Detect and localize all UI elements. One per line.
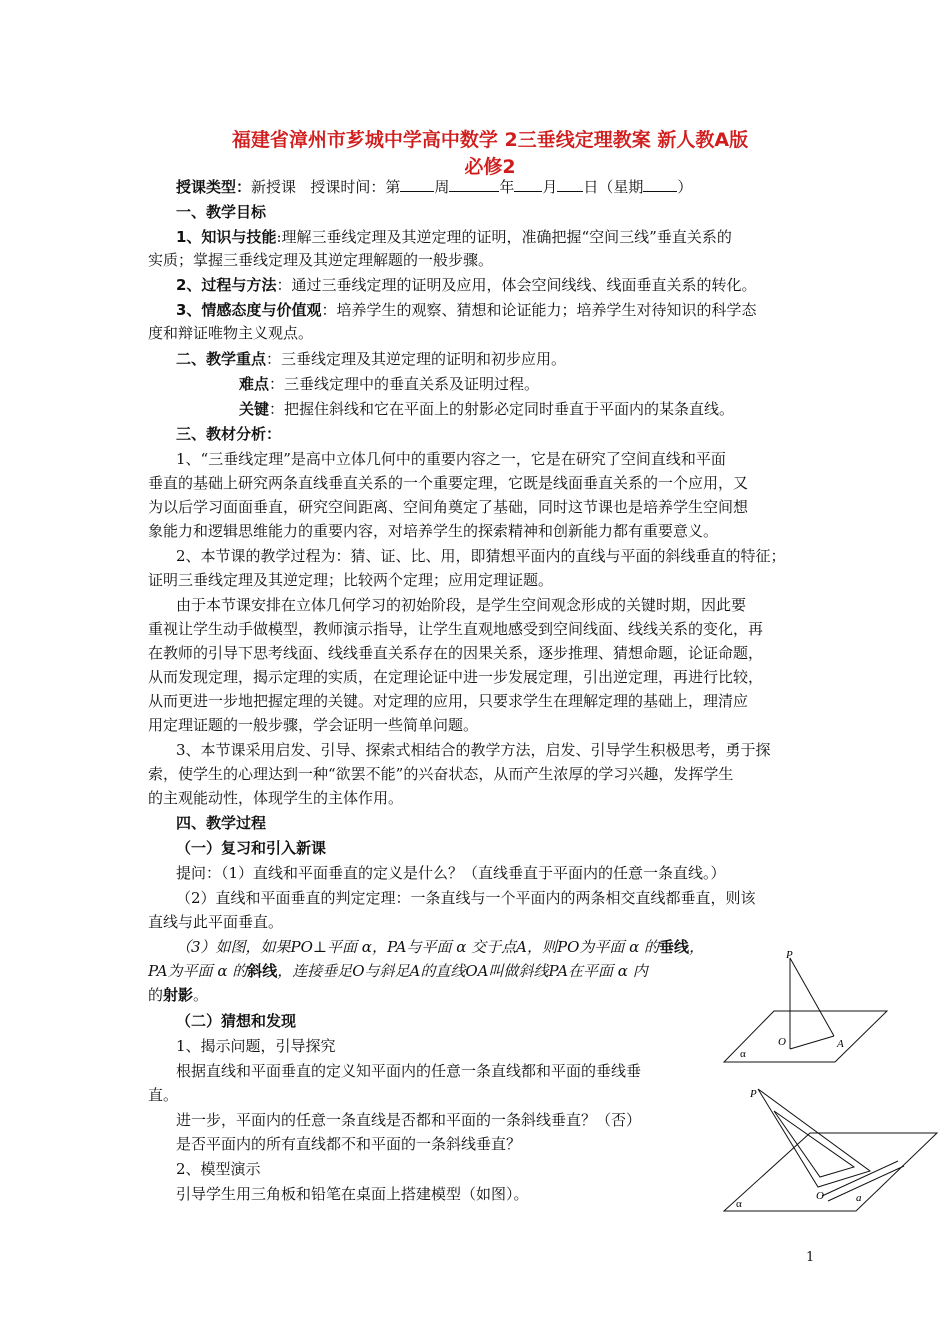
lesson-time-label: 授课时间：第 — [310, 178, 401, 196]
analysis-p3-l4: 从而发现定理，揭示定理的实质，在定理论证中进一步发展定理，引出逆定理，再进行比较， — [148, 668, 764, 686]
difficulty-text: ：三垂线定理中的垂直关系及证明过程。 — [269, 375, 540, 393]
doc-title-line2: 必修2 — [464, 156, 516, 178]
question-2-cont: 直线与此平面垂直。 — [148, 913, 284, 931]
month-blank — [514, 177, 542, 192]
section-3-heading: 三、教材分析： — [176, 425, 282, 443]
pencil-line-a — [822, 1161, 898, 1196]
question-3 — [176, 936, 704, 958]
doc-title-line1: 福建省漳州市芗城中学高中数学 2三垂线定理教案 新人教A版 — [231, 129, 749, 151]
objective-knowledge-text: :理解三垂线定理及其逆定理的证明，准确把握“空间三线”垂直关系的 — [276, 228, 732, 246]
objective-emotion — [176, 299, 756, 321]
weekday-blank — [643, 177, 677, 192]
analysis-p3-l6: 用定理证题的一般步骤，学会证明一些简单问题。 — [148, 716, 479, 734]
triangle-ruler-outer — [758, 1089, 870, 1187]
triangle-ruler-inner — [774, 1111, 854, 1177]
key-label: 关键 — [239, 400, 270, 418]
question-3-cont — [148, 960, 648, 982]
difficulty-label: 难点 — [239, 375, 270, 393]
section-2-heading: 二、教学重点 — [176, 350, 267, 368]
objective-emotion-text: ：培养学生的观察、猜想和论证能力；培养学生对待知识的科学态 — [321, 301, 757, 319]
objective-emotion-label: 3、情感态度与价值观 — [176, 301, 322, 319]
plane-alpha-shape — [724, 1011, 887, 1062]
question-3-cont-a: PA为平面 α 的 — [148, 962, 248, 980]
term-perpendicular: 垂线 — [659, 938, 690, 956]
step-1-title: 1、揭示问题，引导探究 — [176, 1037, 336, 1055]
label-alpha: α — [740, 1048, 746, 1060]
question-3-end-line — [148, 984, 208, 1006]
year-label: 年 — [499, 178, 515, 196]
section-4-heading: 四、教学过程 — [176, 814, 267, 832]
analysis-p1-l3: 为以后学习面面垂直，研究空间距离、空间角奠定了基础，同时这节课也是培养学生空间想 — [148, 498, 749, 516]
objective-knowledge — [176, 226, 732, 248]
label-a: A — [837, 1038, 844, 1050]
lesson-type-label: 授课类型： — [176, 178, 252, 196]
figure-triangle-model — [722, 1083, 942, 1218]
step-1-question-a: 进一步，平面内的任意一条直线是否都和平面的一条斜线垂直？（否） — [176, 1111, 642, 1129]
step-1-text-cont: 直。 — [148, 1086, 179, 1104]
question-3-end-a: 的 — [148, 986, 164, 1004]
page-number: 1 — [806, 1250, 815, 1265]
analysis-p3-l5: 从而更进一步地把握定理的关键。对定理的应用，只要求学生在理解定理的基础上，理清应 — [148, 692, 749, 710]
label-p: P — [750, 1088, 757, 1100]
projection-line-oa — [790, 1036, 834, 1049]
figure-oblique-line — [722, 945, 902, 1070]
key-text: ：把握住斜线和它在平面上的射影必定同时垂直于平面内的某条直线。 — [269, 400, 735, 418]
subsection-review: （一）复习和引入新课 — [176, 839, 327, 857]
key-line — [239, 398, 734, 420]
analysis-p2-l1: 2、本节课的教学过程为：猜、证、比、用，即猜想平面内的直线与平面的斜线垂直的特征； — [176, 547, 786, 565]
objective-emotion-cont: 度和辩证唯物主义观点。 — [148, 324, 314, 342]
month-label: 月 — [542, 178, 558, 196]
analysis-p2-l2: 证明三垂线定理及其逆定理；比较两个定理；应用定理证题。 — [148, 571, 554, 589]
analysis-p4-l3: 的主观能动性，体现学生的主体作用。 — [148, 789, 404, 807]
week-label: 周 — [434, 178, 450, 196]
subsection-conjecture: （二）猜想和发现 — [176, 1012, 297, 1030]
section-1-heading: 一、教学目标 — [176, 203, 267, 221]
analysis-p3-l1: 由于本节课安排在立体几何学习的初始阶段，是学生空间观念形成的关键时期，因此要 — [176, 596, 747, 614]
focus-text: ：三垂线定理及其逆定理的证明和初步应用。 — [266, 350, 567, 368]
day-blank — [557, 177, 583, 192]
lesson-meta — [176, 176, 692, 198]
step-1-text: 根据直线和平面垂直的定义知平面内的任意一条直线都和平面的垂线垂 — [176, 1062, 642, 1080]
meta-close: ） — [677, 178, 693, 196]
label-o: O — [816, 1190, 824, 1202]
term-oblique: 斜线 — [247, 962, 278, 980]
analysis-p1-l4: 象能力和逻辑思维能力的重要内容，对培养学生的探索精神和创新能力都有重要意义。 — [148, 522, 719, 540]
question-2: （2）直线和平面垂直的判定定理：一条直线与一个平面内的两条相交直线都垂直，则该 — [176, 889, 756, 907]
analysis-p4-l1: 3、本节课采用启发、引导、探索式相结合的教学方法，启发、引导学生积极思考，勇于探 — [176, 741, 771, 759]
step-1-question-b: 是否平面内的所有直线都不和平面的一条斜线垂直？ — [176, 1135, 522, 1153]
label-o: O — [778, 1036, 786, 1048]
section-2-focus — [176, 348, 566, 370]
analysis-p4-l2: 索，使学生的心理达到一种“欲罢不能”的兴奋状态，从而产生浓厚的学习兴趣，发挥学生 — [148, 765, 734, 783]
question-3-text: （3）如图，如果PO⊥平面 α，PA与平面 α 交于点A，则PO为平面 α 的 — [176, 938, 660, 956]
objective-knowledge-cont: 实质；掌握三垂线定理及其逆定理解题的一般步骤。 — [148, 251, 494, 269]
step-2-text: 引导学生用三角板和铅笔在桌面上搭建模型（如图）。 — [176, 1185, 529, 1203]
objective-process — [176, 274, 756, 296]
question-3-cont-b: ，连接垂足O与斜足A的直线OA叫做斜线PA在平面 α 内 — [277, 962, 648, 980]
analysis-p3-l2: 重视让学生动手做模型，教师演示指导，让学生直观地感受到空间线面、线线关系的变化，再 — [148, 620, 764, 638]
label-p: P — [786, 949, 793, 961]
objective-process-label: 2、过程与方法 — [176, 276, 277, 294]
label-a: a — [856, 1192, 862, 1204]
objective-process-text: ：通过三垂线定理的证明及应用，体会空间线线、线面垂直关系的转化。 — [276, 276, 757, 294]
objective-knowledge-label: 1、知识与技能 — [176, 228, 277, 246]
question-3-end-b: 。 — [193, 986, 209, 1004]
analysis-p3-l3: 在教师的引导下思考线面、线线垂直关系存在的因果关系，逐步推理、猜想命题，论证命题， — [148, 644, 764, 662]
year-blank — [449, 177, 499, 192]
weekday-label: 日（星期 — [583, 178, 644, 196]
oblique-line-pa — [790, 958, 834, 1036]
lesson-type-value: 新授课 — [251, 178, 297, 196]
question-1: 提问：（1）直线和平面垂直的定义是什么？（直线垂直于平面内的任意一条直线。） — [176, 864, 726, 882]
analysis-p1-l2: 垂直的基础上研究两条直线垂直关系的一个重要定理，它既是线面垂直关系的一个应用，又 — [148, 474, 749, 492]
step-2-title: 2、模型演示 — [176, 1160, 261, 1178]
week-blank — [400, 177, 434, 192]
analysis-p1-l1: 1、“三垂线定理”是高中立体几何中的重要内容之一，它是在研究了空间直线和平面 — [176, 450, 726, 468]
difficulty-line — [239, 373, 539, 395]
term-projection: 射影 — [163, 986, 194, 1004]
question-3-end: ， — [689, 938, 705, 956]
label-alpha: α — [736, 1198, 742, 1210]
